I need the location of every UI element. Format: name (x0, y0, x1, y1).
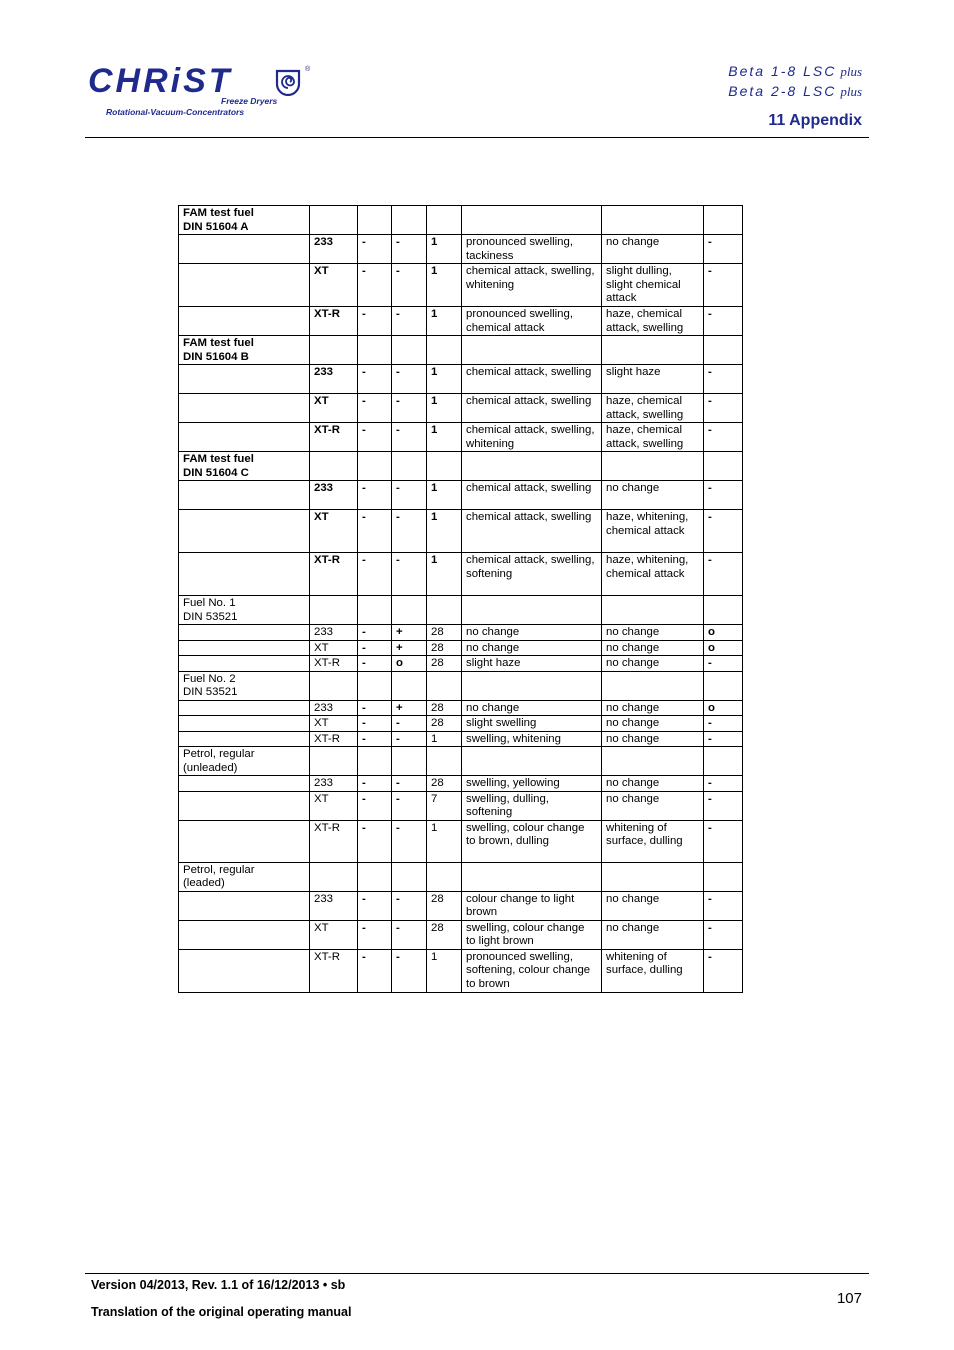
table-cell: haze, chemical attack, swelling (602, 307, 704, 336)
table-cell (462, 671, 602, 700)
table-cell: 233 (310, 700, 358, 716)
table-cell: - (358, 820, 392, 862)
table-cell (392, 747, 427, 776)
table-row (179, 949, 743, 992)
table-cell: 28 (427, 716, 462, 732)
footer-divider (85, 1273, 869, 1274)
table-cell (427, 596, 462, 625)
table-cell: 28 (427, 920, 462, 949)
table-cell: - (358, 700, 392, 716)
table-cell: - (392, 394, 427, 423)
table-cell: no change (602, 640, 704, 656)
table-cell: chemical attack, swelling, softening (462, 553, 602, 596)
table-cell: XT (310, 716, 358, 732)
table-cell (462, 596, 602, 625)
table-cell: - (358, 365, 392, 394)
medium-name-cell (179, 747, 310, 776)
table-cell: XT-R (310, 820, 358, 862)
table-cell: - (392, 235, 427, 264)
table-cell (179, 423, 310, 452)
table-cell: - (704, 365, 743, 394)
table-cell: haze, chemical attack, swelling (602, 423, 704, 452)
table-cell (358, 747, 392, 776)
table-cell: - (358, 423, 392, 452)
table-cell: haze, whitening, chemical attack (602, 510, 704, 553)
table-cell: - (704, 423, 743, 452)
table-cell (179, 264, 310, 307)
table-cell: - (358, 920, 392, 949)
table-cell: - (704, 820, 743, 862)
table-cell: - (392, 264, 427, 307)
table-row (179, 481, 743, 510)
table-row (179, 891, 743, 920)
table-cell: swelling, yellowing (462, 776, 602, 792)
table-cell: - (392, 731, 427, 747)
table-cell: no change (462, 625, 602, 641)
table-cell (427, 336, 462, 365)
table-row (179, 731, 743, 747)
table-cell: - (358, 235, 392, 264)
table-cell: no change (462, 640, 602, 656)
table-cell: swelling, dulling, softening (462, 791, 602, 820)
table-cell (179, 716, 310, 732)
table-cell: 1 (427, 731, 462, 747)
table-cell (392, 671, 427, 700)
header-divider (85, 137, 869, 138)
table-cell: whitening of surface, dulling (602, 949, 704, 992)
table-cell (358, 671, 392, 700)
chapter-title: 11 Appendix (768, 112, 862, 129)
table-cell (179, 791, 310, 820)
table-cell: - (358, 553, 392, 596)
table-cell: - (358, 791, 392, 820)
table-cell (602, 206, 704, 235)
registered-mark: ® (305, 66, 311, 73)
table-group-row (179, 452, 743, 481)
medium-name-line: Fuel No. 2 (183, 672, 236, 685)
table-cell: 1 (427, 423, 462, 452)
table-cell: 1 (427, 394, 462, 423)
table-cell: - (358, 776, 392, 792)
table-cell: 233 (310, 891, 358, 920)
medium-name-line: DIN 53521 (183, 686, 238, 698)
table-cell: 1 (427, 481, 462, 510)
table-cell: 1 (427, 264, 462, 307)
medium-name-cell (179, 862, 310, 891)
table-cell (462, 452, 602, 481)
table-cell (358, 206, 392, 235)
table-row (179, 235, 743, 264)
table-cell: chemical attack, swelling (462, 365, 602, 394)
table-cell (179, 307, 310, 336)
table-cell: o (392, 656, 427, 672)
table-cell (310, 671, 358, 700)
table-cell: - (358, 264, 392, 307)
table-cell: 1 (427, 365, 462, 394)
table-cell: XT (310, 394, 358, 423)
table-cell: - (392, 510, 427, 553)
table-group-row (179, 671, 743, 700)
table-cell (179, 235, 310, 264)
table-cell: 233 (310, 235, 358, 264)
table-cell (179, 820, 310, 862)
table-cell (179, 949, 310, 992)
table-cell (179, 776, 310, 792)
table-cell: haze, whitening, chemical attack (602, 553, 704, 596)
table-cell: no change (602, 891, 704, 920)
table-cell: - (392, 307, 427, 336)
table-row (179, 640, 743, 656)
medium-name-line: Petrol, regular (183, 863, 255, 876)
table-cell (462, 336, 602, 365)
table-cell: - (704, 235, 743, 264)
table-cell (358, 596, 392, 625)
table-cell (310, 862, 358, 891)
table-cell: - (704, 553, 743, 596)
table-cell: - (704, 791, 743, 820)
table-cell: chemical attack, swelling, whitening (462, 264, 602, 307)
table-cell: chemical attack, swelling (462, 510, 602, 553)
table-cell: - (704, 949, 743, 992)
table-cell: slight haze (462, 656, 602, 672)
table-cell (602, 336, 704, 365)
table-row (179, 553, 743, 596)
table-cell (310, 747, 358, 776)
table-cell: no change (602, 731, 704, 747)
table-cell: no change (602, 700, 704, 716)
table-cell: 1 (427, 820, 462, 862)
table-cell (392, 596, 427, 625)
table-cell (392, 452, 427, 481)
table-cell: no change (602, 716, 704, 732)
table-cell: - (358, 510, 392, 553)
table-cell: pronounced swelling, tackiness (462, 235, 602, 264)
table-cell (179, 920, 310, 949)
table-cell (179, 640, 310, 656)
table-cell: 1 (427, 307, 462, 336)
table-cell: XT (310, 791, 358, 820)
table-cell: - (704, 731, 743, 747)
table-cell: XT (310, 264, 358, 307)
table-cell: - (358, 891, 392, 920)
table-cell: slight haze (602, 365, 704, 394)
table-cell (704, 747, 743, 776)
table-cell (602, 596, 704, 625)
table-cell (602, 452, 704, 481)
table-row (179, 716, 743, 732)
table-group-row (179, 206, 743, 235)
table-group-row (179, 596, 743, 625)
table-cell: 233 (310, 625, 358, 641)
table-cell (462, 862, 602, 891)
christ-logo (88, 62, 318, 122)
table-cell: - (704, 394, 743, 423)
table-cell: 233 (310, 776, 358, 792)
table-cell: 1 (427, 235, 462, 264)
table-cell (179, 481, 310, 510)
chemical-resistance-table (178, 205, 743, 993)
medium-name-cell (179, 206, 310, 235)
logo-tagline-rvc: Rotational-Vacuum-Concentrators (106, 107, 245, 117)
medium-name-line: DIN 51604 C (183, 466, 249, 479)
table-cell: swelling, whitening (462, 731, 602, 747)
table-cell (462, 747, 602, 776)
medium-name-cell (179, 671, 310, 700)
table-cell: - (704, 656, 743, 672)
table-cell (427, 452, 462, 481)
table-cell: + (392, 625, 427, 641)
table-group-row (179, 747, 743, 776)
table-cell (602, 671, 704, 700)
table-cell (310, 452, 358, 481)
table-cell (179, 656, 310, 672)
product-name-1: Beta 1-8 LSC plus (728, 63, 862, 79)
table-cell: no change (602, 625, 704, 641)
medium-name-line: Petrol, regular (183, 748, 255, 760)
table-cell: - (392, 776, 427, 792)
table-cell: - (392, 716, 427, 732)
table-cell: - (392, 481, 427, 510)
table-cell: - (704, 264, 743, 307)
table-cell (179, 625, 310, 641)
table-cell: - (358, 731, 392, 747)
table-row (179, 394, 743, 423)
table-cell: - (704, 481, 743, 510)
table-cell (704, 596, 743, 625)
table-cell: 28 (427, 700, 462, 716)
table-cell: 7 (427, 791, 462, 820)
table-row (179, 820, 743, 862)
table-cell: - (392, 920, 427, 949)
medium-name-line: (leaded) (183, 877, 225, 889)
table-cell: + (392, 700, 427, 716)
table-cell (179, 700, 310, 716)
table-cell: chemical attack, swelling, whitening (462, 423, 602, 452)
table-cell: XT-R (310, 553, 358, 596)
page-number: 107 (836, 1290, 862, 1307)
table-cell (358, 336, 392, 365)
table-cell (358, 862, 392, 891)
medium-name-line: DIN 51604 B (183, 350, 249, 363)
table-cell: - (358, 640, 392, 656)
table-cell: haze, chemical attack, swelling (602, 394, 704, 423)
table-row (179, 264, 743, 307)
table-cell: no change (602, 920, 704, 949)
table-row (179, 365, 743, 394)
medium-name-line: DIN 51604 A (183, 220, 249, 233)
table-cell (602, 862, 704, 891)
medium-name-line: FAM test fuel (183, 453, 254, 465)
table-cell (704, 336, 743, 365)
table-cell (427, 862, 462, 891)
table-row (179, 791, 743, 820)
table-cell (179, 394, 310, 423)
table-cell: no change (602, 776, 704, 792)
table-cell (392, 862, 427, 891)
table-row (179, 776, 743, 792)
table-row (179, 307, 743, 336)
table-cell (704, 452, 743, 481)
table-row (179, 700, 743, 716)
table-cell: o (704, 640, 743, 656)
table-cell: no change (602, 235, 704, 264)
table-cell: 1 (427, 949, 462, 992)
medium-name-cell (179, 452, 310, 481)
medium-name-line: DIN 53521 (183, 610, 238, 623)
table-cell: - (392, 820, 427, 862)
table-cell: colour change to light brown (462, 891, 602, 920)
spiral-logo-icon (274, 68, 302, 96)
footer-version: Version 04/2013, Rev. 1.1 of 16/12/2013 • sb (91, 1278, 346, 1292)
logo-tagline-freeze-dryers: Freeze Dryers (221, 96, 278, 106)
table-cell: 28 (427, 625, 462, 641)
table-cell: - (358, 307, 392, 336)
table-cell: 1 (427, 553, 462, 596)
table-cell (427, 671, 462, 700)
table-cell: - (392, 365, 427, 394)
table-cell: - (704, 716, 743, 732)
product-name-2: Beta 2-8 LSC plus (728, 83, 862, 99)
table-cell (179, 510, 310, 553)
table-cell: - (392, 423, 427, 452)
medium-name-line: Fuel No. 1 (183, 597, 236, 609)
table-cell: + (392, 640, 427, 656)
table-cell (310, 596, 358, 625)
table-cell (704, 671, 743, 700)
table-cell (179, 365, 310, 394)
table-cell (179, 731, 310, 747)
table-row (179, 423, 743, 452)
table-group-row (179, 336, 743, 365)
table-cell: - (358, 481, 392, 510)
table-cell: - (358, 716, 392, 732)
table-cell (310, 336, 358, 365)
table-cell: o (704, 625, 743, 641)
table-row (179, 510, 743, 553)
table-row (179, 625, 743, 641)
table-cell (358, 452, 392, 481)
table-cell: no change (602, 791, 704, 820)
table-cell: XT (310, 510, 358, 553)
table-cell (462, 206, 602, 235)
medium-name-cell (179, 336, 310, 365)
table-cell (602, 747, 704, 776)
table-cell: 233 (310, 365, 358, 394)
table-cell: - (392, 553, 427, 596)
table-cell: XT-R (310, 656, 358, 672)
table-cell (427, 747, 462, 776)
table-cell: XT-R (310, 307, 358, 336)
table-cell: XT (310, 920, 358, 949)
table-cell: - (392, 949, 427, 992)
table-cell: 28 (427, 640, 462, 656)
table-cell: - (704, 891, 743, 920)
medium-name-line: FAM test fuel (183, 207, 254, 219)
table-cell: - (704, 920, 743, 949)
table-cell: 1 (427, 510, 462, 553)
table-cell: chemical attack, swelling (462, 394, 602, 423)
table-cell: 233 (310, 481, 358, 510)
table-cell: - (392, 891, 427, 920)
table-group-row (179, 862, 743, 891)
table-cell: - (704, 307, 743, 336)
table-cell: - (358, 394, 392, 423)
table-cell (179, 553, 310, 596)
table-cell: XT (310, 640, 358, 656)
table-cell: pronounced swelling, chemical attack (462, 307, 602, 336)
table-cell (310, 206, 358, 235)
table-cell: 28 (427, 656, 462, 672)
table-cell (179, 891, 310, 920)
table-cell: - (358, 656, 392, 672)
footer-translation-note: Translation of the original operating manual (91, 1305, 352, 1319)
table-cell: slight swelling (462, 716, 602, 732)
table-cell: XT-R (310, 731, 358, 747)
table-cell: XT-R (310, 949, 358, 992)
table-cell: swelling, colour change to light brown (462, 920, 602, 949)
table-cell (392, 336, 427, 365)
table-cell (704, 206, 743, 235)
table-cell: - (704, 510, 743, 553)
table-cell (704, 862, 743, 891)
table-cell: XT-R (310, 423, 358, 452)
medium-name-line: FAM test fuel (183, 337, 254, 349)
logo-wordmark: CHRiST (88, 62, 233, 100)
table-cell: no change (602, 656, 704, 672)
table-cell: - (704, 776, 743, 792)
table-cell: pronounced swelling, softening, colour change to brown (462, 949, 602, 992)
table-cell: - (358, 625, 392, 641)
table-cell: no change (462, 700, 602, 716)
table-cell: 28 (427, 776, 462, 792)
table-cell: slight dulling, slight chemical attack (602, 264, 704, 307)
table-row (179, 656, 743, 672)
table-cell: swelling, colour change to brown, dulling (462, 820, 602, 862)
table-cell: 28 (427, 891, 462, 920)
table-cell (427, 206, 462, 235)
table-cell: no change (602, 481, 704, 510)
medium-name-cell (179, 596, 310, 625)
table-cell: chemical attack, swelling (462, 481, 602, 510)
table-cell: o (704, 700, 743, 716)
medium-name-line: (unleaded) (183, 761, 238, 774)
table-cell: - (358, 949, 392, 992)
table-cell (392, 206, 427, 235)
table-cell: - (392, 791, 427, 820)
table-cell: whitening of surface, dulling (602, 820, 704, 862)
table-row (179, 920, 743, 949)
